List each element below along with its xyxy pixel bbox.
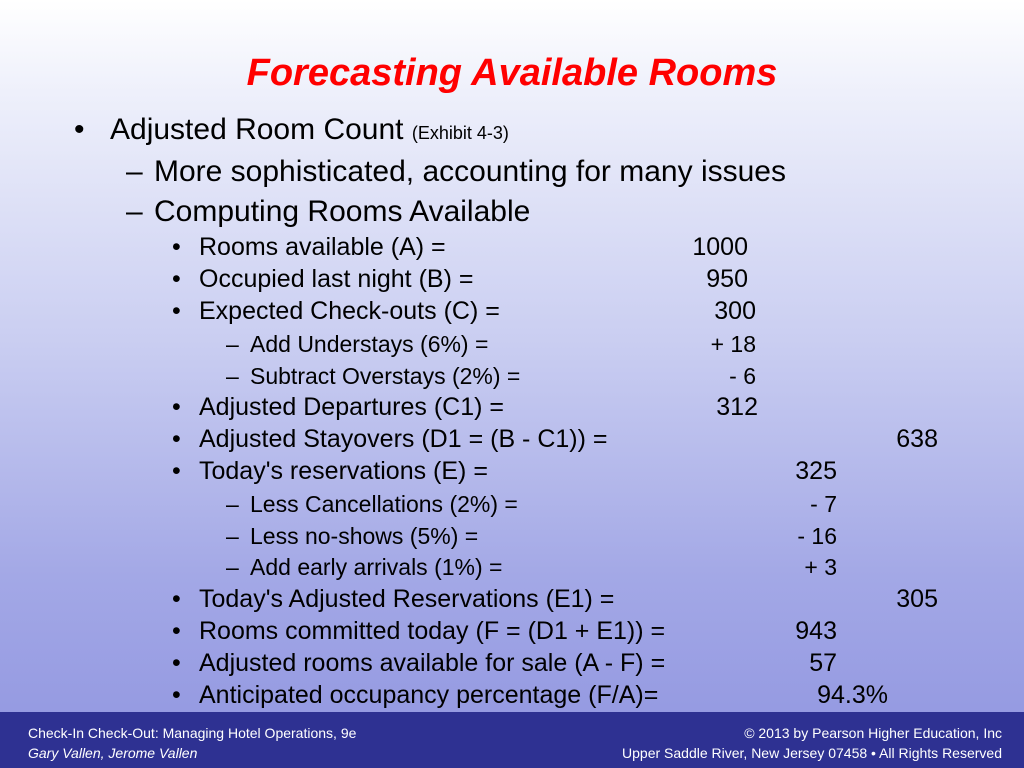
item-label: Expected Check-outs (C) =: [199, 297, 500, 325]
bullet-marker: •: [172, 233, 181, 261]
bullet-marker: •: [172, 297, 181, 325]
subbullet-text: More sophisticated, accounting for many issues: [154, 155, 786, 188]
item-value: - 7: [810, 491, 837, 517]
footer-bar: [0, 712, 1024, 768]
item-label: Adjusted Departures (C1) =: [199, 393, 505, 421]
dash-marker: –: [226, 331, 239, 357]
item-label: Less Cancellations (2%) =: [250, 491, 518, 517]
footer-book-title: Check-In Check-Out: Managing Hotel Operations, 9e: [28, 725, 357, 741]
item-value: 305: [896, 585, 938, 613]
item-label: Less no-shows (5%) =: [250, 523, 479, 549]
bullet-marker: •: [172, 457, 181, 485]
item-label: Rooms committed today (F = (D1 + E1)) =: [199, 617, 666, 645]
footer-rights: Upper Saddle River, New Jersey 07458 • All Rights Reserved: [622, 745, 1002, 761]
bullet-marker: •: [172, 393, 181, 421]
item-label: Adjusted rooms available for sale (A - F) =: [199, 649, 666, 677]
item-value: 300: [714, 297, 756, 325]
item-value: 57: [809, 649, 837, 677]
dash-marker: –: [226, 523, 239, 549]
item-value: 943: [795, 617, 837, 645]
item-value: - 6: [729, 363, 756, 389]
item-value: - 16: [797, 523, 837, 549]
bullet-main-text: Adjusted Room Count: [110, 113, 404, 146]
item-label: Occupied last night (B) =: [199, 265, 474, 293]
item-value: 325: [795, 457, 837, 485]
item-value: + 18: [710, 331, 756, 357]
dash-marker: –: [226, 363, 239, 389]
item-value: 312: [716, 393, 758, 421]
footer-copyright: © 2013 by Pearson Higher Education, Inc: [744, 725, 1002, 741]
subbullet-text: Computing Rooms Available: [154, 195, 531, 228]
bullet-marker: •: [172, 425, 181, 453]
item-label: Anticipated occupancy percentage (F/A)=: [199, 681, 659, 709]
item-value: + 3: [804, 554, 837, 580]
slide-title: Forecasting Available Rooms: [246, 52, 778, 94]
item-label: Today's reservations (E) =: [199, 457, 488, 485]
footer-authors: Gary Vallen, Jerome Vallen: [28, 745, 198, 761]
item-label: Subtract Overstays (2%) =: [250, 363, 521, 389]
bullet-marker: •: [172, 681, 181, 709]
bullet-marker: •: [172, 585, 181, 613]
bullet-marker: •: [172, 265, 181, 293]
item-value: 950: [706, 265, 748, 293]
bullet-marker: •: [74, 113, 85, 146]
item-value: 1000: [692, 233, 748, 261]
item-label: Rooms available (A) =: [199, 233, 446, 261]
dash-marker: –: [126, 195, 143, 228]
item-label: Add early arrivals (1%) =: [250, 554, 503, 580]
bullet-marker: •: [172, 649, 181, 677]
dash-marker: –: [226, 554, 239, 580]
item-value: 638: [896, 425, 938, 453]
bullet-exhibit-ref: (Exhibit 4-3): [411, 123, 509, 143]
bullet-text: [110, 112, 509, 151]
item-label: Today's Adjusted Reservations (E1) =: [199, 585, 615, 613]
bullet-marker: •: [172, 617, 181, 645]
item-label: Add Understays (6%) =: [250, 331, 489, 357]
dash-marker: –: [226, 491, 239, 517]
dash-marker: –: [126, 155, 143, 188]
item-label: Adjusted Stayovers (D1 = (B - C1)) =: [199, 425, 608, 453]
item-value: 94.3%: [817, 681, 888, 709]
